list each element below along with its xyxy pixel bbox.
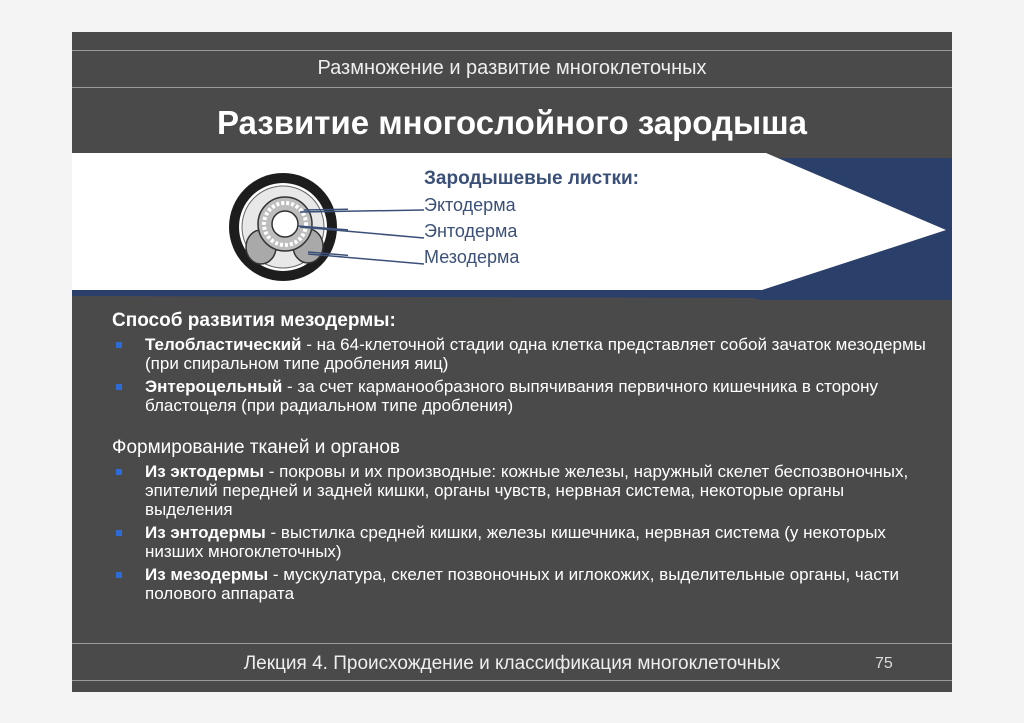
layer-mesoderm: Мезодерма	[424, 247, 520, 267]
list-item	[112, 377, 932, 415]
bullet-icon	[116, 384, 122, 390]
bullet-term: Из энтодермы	[145, 523, 266, 542]
bullet-term: Телобластический	[145, 335, 302, 354]
label-pointers	[300, 202, 430, 312]
bullet-text: - выстилка средней кишки, железы кишечника, нервная система (у некоторых низших многоклеточных)	[145, 523, 886, 561]
slide	[72, 32, 952, 692]
bullet-text: - за счет карманообразного выпячивания первичного кишечника в сторону бластоцеля (при радиальном типе дробления)	[145, 377, 878, 415]
germ-layers-legend	[424, 168, 639, 268]
bullet-icon	[116, 342, 122, 348]
slide-body	[112, 310, 932, 607]
chapter-title: Размножение и развитие многоклеточных	[317, 57, 707, 79]
bullet-text: - на 64-клеточной стадии одна клетка представляет собой зачаток мезодермы (при спиральном типе дробления яиц)	[145, 335, 926, 373]
list-item	[112, 335, 932, 373]
list-item	[112, 565, 932, 603]
tissues-section-title: Формирование тканей и органов	[112, 437, 400, 458]
mesoderm-section-title: Способ развития мезодермы:	[112, 310, 396, 331]
bullet-icon	[116, 572, 122, 578]
bullet-icon	[116, 530, 122, 536]
footer-divider	[72, 643, 952, 644]
bullet-term: Из эктодермы	[145, 462, 265, 481]
germ-layers-heading: Зародышевые листки:	[424, 168, 640, 189]
list-item	[112, 523, 932, 561]
slide-title: Развитие многослойного зародыша	[216, 104, 808, 141]
layer-ectoderm: Эктодерма	[424, 195, 516, 215]
bullet-term: Из мезодермы	[145, 565, 269, 584]
bullet-icon	[116, 469, 122, 475]
page-number: 75	[875, 655, 893, 672]
layer-entoderm: Энтодерма	[424, 221, 518, 241]
footer-lecture: Лекция 4. Происхождение и классификация многоклеточных	[243, 653, 781, 674]
list-item	[112, 462, 932, 519]
bullet-term: Энтероцельный	[145, 377, 283, 396]
bottom-divider	[72, 680, 952, 681]
top-divider	[72, 50, 952, 51]
bullet-text: - покровы и их производные: кожные железы, наружный скелет беспозвоночных, эпителий передней и задней кишки, органы чувств, нервная система, некоторые органы выделения	[145, 462, 909, 519]
header-divider	[72, 87, 952, 88]
bullet-text: - мускулатура, скелет позвоночных и иглокожих, выделительные органы, части полового аппарата	[145, 565, 900, 603]
